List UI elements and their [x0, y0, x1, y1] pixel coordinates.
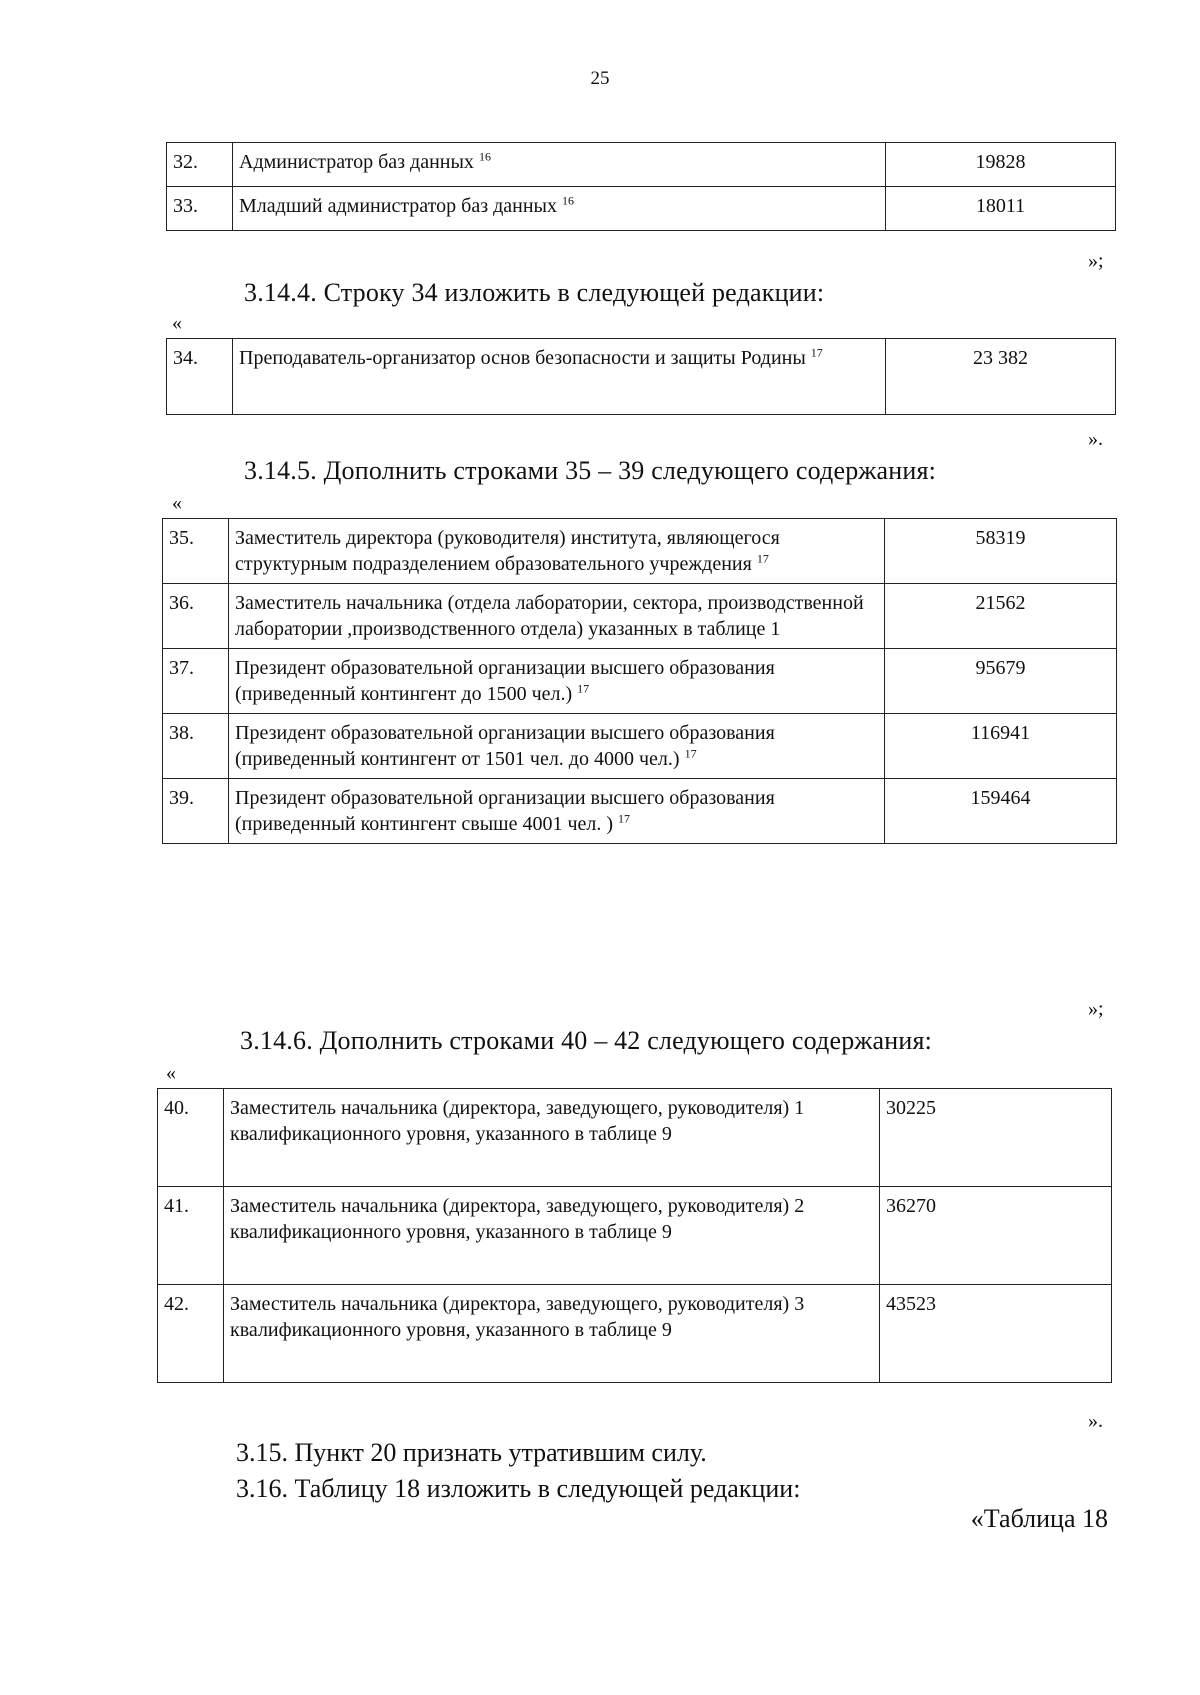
row-title: Заместитель начальника (директора, заведующего, руководителя) 1 квалификационного уровня, указанного в таблице 9 [230, 1097, 805, 1145]
table-row [163, 649, 1117, 714]
row-title-cell [229, 714, 885, 779]
footnote-ref: 16 [478, 149, 491, 164]
table-rows-35-39 [162, 518, 1117, 844]
heading-3-14-6: 3.14.6. Дополнить строками 40 – 42 следующего содержания: [240, 1026, 933, 1055]
row-title: Администратор баз данных [239, 151, 474, 173]
table-row [163, 519, 1117, 584]
footnote-ref: 16 [562, 193, 574, 208]
row-value: 23 382 [886, 339, 1116, 415]
table-row [158, 1285, 1112, 1383]
footnote-ref: 17 [684, 746, 697, 761]
table-row [163, 714, 1117, 779]
row-title: Преподаватель-организатор основ безопасности и защиты Родины [239, 347, 806, 369]
row-title: Заместитель начальника (директора, заведующего, руководителя) 3 квалификационного уровня, указанного в таблице 9 [230, 1293, 805, 1341]
row-value: 159464 [885, 779, 1117, 844]
row-title-cell [224, 1089, 880, 1187]
closing-quote-b: ». [1088, 428, 1103, 450]
row-number: 35. [163, 519, 229, 584]
row-number: 41. [158, 1187, 224, 1285]
row-number: 40. [158, 1089, 224, 1187]
opening-quote-b: « [172, 312, 182, 334]
row-title-cell [229, 584, 885, 649]
row-title-cell [233, 187, 886, 231]
row-title-cell [229, 779, 885, 844]
row-title: Заместитель начальника (директора, заведующего, руководителя) 2 квалификационного уровня, указанного в таблице 9 [230, 1195, 805, 1243]
table-row [167, 339, 1116, 415]
row-title: Президент образовательной организации высшего образования (приведенный контингент до 1500 чел.) [235, 657, 775, 705]
row-value: 43523 [880, 1285, 1112, 1383]
table-18-label: «Таблица 18 [970, 1504, 1108, 1533]
closing-quote-a: »; [1088, 250, 1104, 272]
row-value: 30225 [880, 1089, 1112, 1187]
closing-quote-c: »; [1088, 998, 1104, 1020]
row-number: 37. [163, 649, 229, 714]
paragraph-3-16: 3.16. Таблицу 18 изложить в следующей редакции: [236, 1474, 801, 1503]
row-title-cell [233, 143, 886, 187]
row-value: 19828 [886, 143, 1116, 187]
heading-3-14-4: 3.14.4. Строку 34 изложить в следующей редакции: [244, 278, 825, 307]
row-title: Президент образовательной организации высшего образования (приведенный контингент от 1501 чел. до 4000 чел.) [235, 722, 775, 770]
row-value: 18011 [886, 187, 1116, 231]
row-value: 58319 [885, 519, 1117, 584]
footnote-ref: 17 [577, 681, 590, 696]
heading-3-14-5: 3.14.5. Дополнить строками 35 – 39 следующего содержания: [244, 456, 937, 485]
table-row-34 [166, 338, 1116, 415]
opening-quote-d: « [166, 1062, 176, 1084]
paragraph-3-15: 3.15. Пункт 20 признать утратившим силу. [236, 1438, 707, 1467]
closing-quote-d: ». [1088, 1410, 1103, 1432]
table-row [163, 779, 1117, 844]
row-number: 33. [167, 187, 233, 231]
row-title-cell [229, 649, 885, 714]
table-row [158, 1089, 1112, 1187]
page-number: 25 [590, 68, 610, 89]
row-title-cell [224, 1285, 880, 1383]
row-value: 21562 [885, 584, 1117, 649]
row-number: 32. [167, 143, 233, 187]
table-rows-40-42 [157, 1088, 1112, 1383]
row-title-cell [233, 339, 886, 415]
footnote-ref: 17 [810, 345, 823, 360]
row-title-cell [229, 519, 885, 584]
row-number: 38. [163, 714, 229, 779]
table-row [158, 1187, 1112, 1285]
row-title: Младший администратор баз данных [239, 195, 557, 217]
row-value: 95679 [885, 649, 1117, 714]
table-row [167, 187, 1116, 231]
row-number: 39. [163, 779, 229, 844]
row-value: 36270 [880, 1187, 1112, 1285]
opening-quote-c: « [172, 492, 182, 514]
footnote-ref: 17 [756, 551, 769, 566]
row-number: 34. [167, 339, 233, 415]
row-title: Заместитель начальника (отдела лаборатории, сектора, производственной лаборатории ,производственного отдела) указанных в таблице 1 [235, 592, 864, 640]
footnote-ref: 17 [618, 811, 631, 826]
row-number: 42. [158, 1285, 224, 1383]
row-title: Президент образовательной организации высшего образования (приведенный контингент свыше 4001 чел. ) [235, 787, 775, 835]
row-title-cell [224, 1187, 880, 1285]
table-rows-32-33 [166, 142, 1116, 231]
table-row [163, 584, 1117, 649]
row-value: 116941 [885, 714, 1117, 779]
row-number: 36. [163, 584, 229, 649]
table-row [167, 143, 1116, 187]
row-title: Заместитель директора (руководителя) института, являющегося структурным подразделением образовательного учреждения [235, 527, 780, 575]
